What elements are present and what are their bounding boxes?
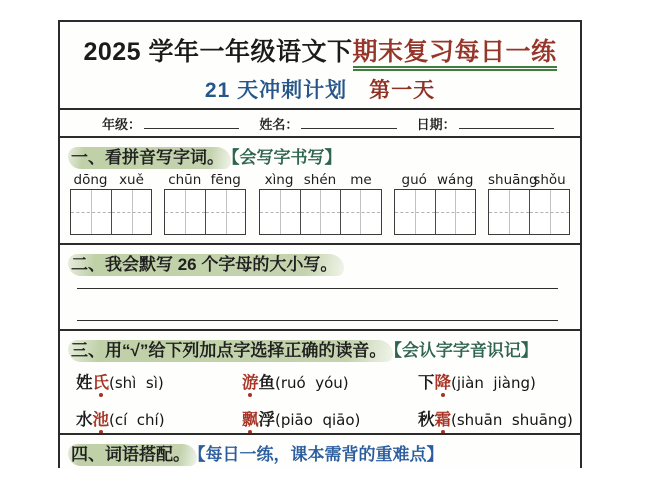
section-2-highlight (68, 254, 344, 276)
title-course: 2025 学年一年级语文下 (83, 38, 353, 66)
writing-cell (205, 190, 245, 234)
character-cell-row (394, 189, 476, 235)
subtitle-plan: 21 天冲刺计划 (204, 79, 348, 102)
section-3-tag: 【会认字字音识记】 (393, 341, 538, 360)
section-2-heading: 我会默写 26 个字母的大小写。 (105, 255, 338, 274)
word-item (76, 369, 242, 393)
writing-cell (111, 190, 151, 234)
writing-grid-row (60, 168, 580, 235)
section-4-word-matching (60, 433, 580, 468)
section-1-heading: 看拼音写字词。 (105, 148, 224, 167)
section-4-heading: 词语搭配。 (105, 445, 190, 464)
pinyin-label: chūn (168, 172, 202, 188)
title-box (60, 22, 580, 108)
character-cell-row (70, 189, 152, 235)
pinyin-grid-group (259, 171, 382, 235)
word-item (76, 406, 242, 430)
section-1-highlight (68, 147, 231, 169)
word-dotted-char: 飘 (242, 406, 259, 430)
word-item (242, 406, 418, 430)
date-field (417, 114, 554, 133)
pinyin-label: me (350, 172, 372, 188)
pinyin-grid-group (164, 171, 246, 235)
writing-cell (300, 190, 340, 234)
pinyin-label: xìng (264, 172, 294, 188)
pinyin-label-row (164, 171, 246, 189)
writing-line (77, 288, 558, 289)
character-cell-row (164, 189, 246, 235)
pinyin-grid-group (488, 171, 570, 235)
word-item (418, 406, 580, 430)
pinyin-label: dōng (73, 172, 108, 188)
section-1-number: 一、 (71, 148, 105, 167)
character-cell-row (488, 189, 570, 235)
name-label: 姓名： (259, 116, 299, 132)
writing-cell (260, 190, 300, 234)
word-plain-char: 水 (76, 411, 93, 429)
worksheet-title (60, 32, 580, 68)
pinyin-label: guó (401, 172, 427, 188)
grade-blank-line (144, 117, 239, 129)
writing-cell (340, 190, 380, 234)
section-4-highlight (68, 444, 197, 466)
pinyin-options: (shuān shuāng) (451, 411, 573, 429)
word-plain-char: 浮 (258, 411, 275, 429)
word-plain-char: 姓 (76, 374, 93, 392)
section-3-header (60, 331, 580, 361)
section-2-header (60, 245, 580, 275)
pinyin-label: shuāng (488, 172, 538, 188)
pinyin-label-row (70, 171, 152, 189)
word-dotted-char: 氏 (93, 369, 110, 393)
writing-line (77, 320, 558, 321)
word-choice-grid (60, 361, 580, 430)
section-2-alphabet (60, 243, 580, 329)
worksheet-subtitle (60, 74, 580, 104)
section-1-pinyin-writing (60, 136, 580, 243)
title-review: 期末复习每日一练 (353, 38, 557, 71)
writing-cell (165, 190, 205, 234)
word-dotted-char: 降 (435, 369, 452, 393)
pinyin-label: shén (303, 172, 337, 188)
word-dotted-char: 池 (93, 406, 110, 430)
pinyin-options: (jiàn jiàng) (451, 374, 536, 392)
student-info-row (60, 108, 580, 136)
name-blank-line (301, 117, 396, 129)
writing-cell (395, 190, 435, 234)
word-item (242, 369, 418, 393)
section-3-number: 三、 (71, 341, 105, 360)
pinyin-label: shǒu (533, 172, 566, 188)
word-dotted-char: 霜 (435, 406, 452, 430)
grade-field (102, 114, 239, 133)
section-4-number: 四、 (71, 445, 105, 464)
word-item (418, 369, 580, 393)
section-3-heading: 用“√”给下列加点字选择正确的读音。 (105, 341, 387, 360)
date-blank-line (459, 117, 554, 129)
section-4-header (60, 435, 580, 465)
writing-cell (529, 190, 569, 234)
section-1-tag: 【会写字书写】 (231, 148, 342, 167)
writing-cell (71, 190, 111, 234)
word-plain-char: 鱼 (258, 374, 275, 392)
section-1-header (60, 138, 580, 168)
section-3-highlight (68, 340, 393, 362)
section-2-number: 二、 (71, 255, 105, 274)
pinyin-label-row (259, 171, 382, 189)
word-plain-char: 下 (418, 374, 435, 392)
pinyin-label-row (394, 171, 476, 189)
date-label: 日期： (416, 116, 456, 132)
grade-label: 年级： (102, 116, 142, 132)
word-dotted-char: 游 (242, 369, 259, 393)
pinyin-options: (shì sì) (109, 374, 164, 392)
pinyin-label: xuě (119, 172, 144, 188)
worksheet-sheet (58, 20, 582, 468)
pinyin-options: (piāo qiāo) (275, 411, 361, 429)
pinyin-options: (ruó yóu) (275, 374, 349, 392)
subtitle-day: 第一天 (369, 79, 436, 102)
pinyin-grid-group (394, 171, 476, 235)
section-3-pronunciation (60, 329, 580, 433)
pinyin-grid-group (70, 171, 152, 235)
pinyin-label: fēng (210, 172, 241, 188)
writing-cell (489, 190, 529, 234)
pinyin-options: (cí chí) (109, 411, 165, 429)
name-field (259, 114, 396, 133)
word-plain-char: 秋 (418, 411, 435, 429)
writing-cell (435, 190, 475, 234)
section-4-tag: 【每日一练，课本需背的重难点】 (197, 445, 444, 464)
pinyin-label-row (488, 171, 570, 189)
pinyin-label: wáng (437, 172, 474, 188)
character-cell-row (259, 189, 382, 235)
